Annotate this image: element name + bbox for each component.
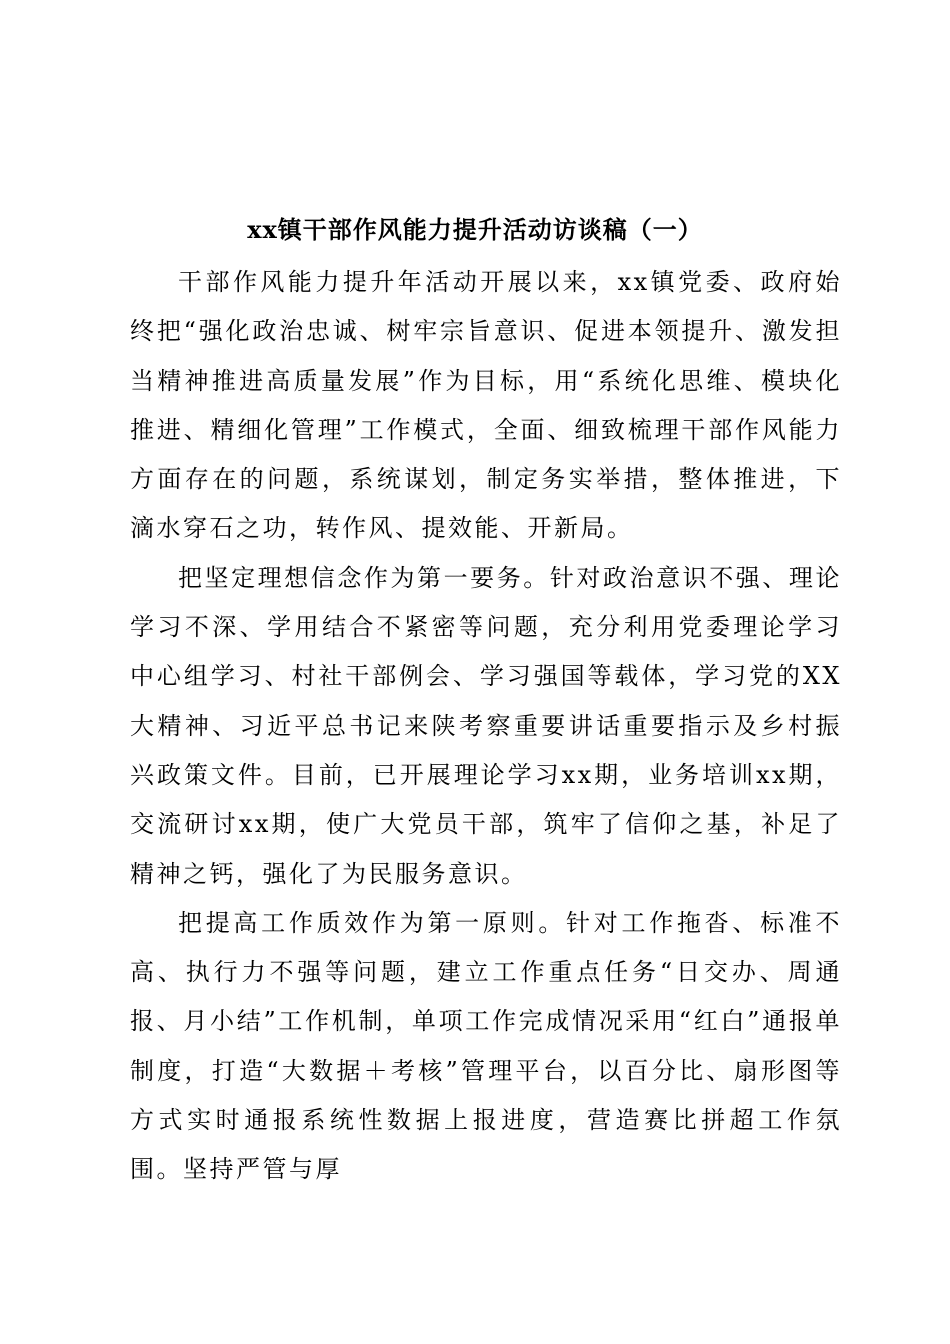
document-body	[130, 258, 842, 1195]
document-title: xx镇干部作风能力提升活动访谈稿（一）	[247, 215, 703, 244]
paragraph-intro: 干部作风能力提升年活动开展以来，xx镇党委、政府始终把“强化政治忠诚、树牢宗旨意识、促进本领提升、激发担当精神推进高质量发展”作为目标，用“系统化思维、模块化推进、精细化管理”工作模式，全面、细致梳理干部作风能力方面存在的问题，系统谋划，制定务实举措，整体推进，下滴水穿石之功，转作风、提效能、开新局。	[130, 268, 842, 543]
paragraph-ideals: 把坚定理想信念作为第一要务。针对政治意识不强、理论学习不深、学用结合不紧密等问题，充分利用党委理论学习中心组学习、村社干部例会、学习强国等载体，学习党的XX大精神、习近平总书记来陕考察重要讲话重要指示及乡村振兴政策文件。目前，已开展理论学习xx期，业务培训xx期，交流研讨xx期，使广大党员干部，筑牢了信仰之基，补足了精神之钙，强化了为民服务意识。	[130, 563, 842, 888]
paragraph-efficiency: 把提高工作质效作为第一原则。针对工作拖沓、标准不高、执行力不强等问题，建立工作重点任务“日交办、周通报、月小结”工作机制，单项工作完成情况采用“红白”通报单制度，打造“大数据＋考核”管理平台，以百分比、扇形图等方式实时通报系统性数据上报进度，营造赛比拼超工作氛围。坚持严管与厚	[130, 908, 842, 1184]
